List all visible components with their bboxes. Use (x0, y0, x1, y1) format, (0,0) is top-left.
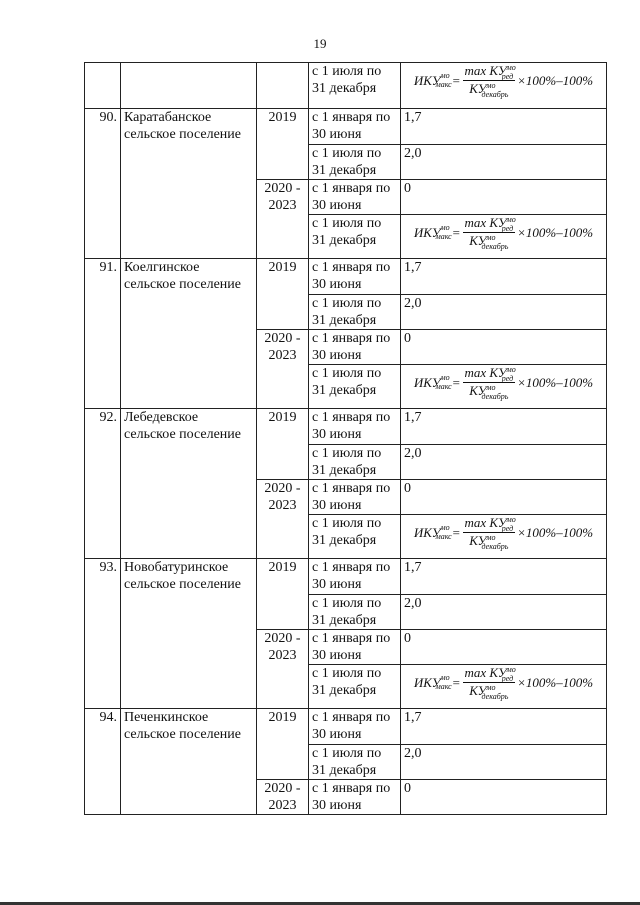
period-cell: с 1 июля по 31 декабря (309, 295, 401, 330)
value-cell: 2,0 (401, 595, 607, 630)
table-row (85, 63, 607, 109)
year-cell: 2019 (257, 259, 309, 330)
value-cell: 2,0 (401, 295, 607, 330)
period-cell: с 1 июля по 31 декабря (309, 595, 401, 630)
settlement-name: Лебедевское сельское поселение (121, 409, 257, 559)
period-cell: с 1 июля по 31 декабря (309, 665, 401, 709)
formula-cell (401, 365, 607, 409)
period-cell: с 1 января по 30 июня (309, 259, 401, 295)
formula: ИКУ мо макс = $\frac{\max КУ^{мо}_{ред}}{КУ^{мо}_{декабрь}}$ ×100%–100% (413, 214, 594, 251)
period-cell: с 1 января по 30 июня (309, 480, 401, 515)
period-cell: с 1 июля по 31 декабря (309, 145, 401, 180)
year-cell (257, 63, 309, 109)
value-cell: 2,0 (401, 145, 607, 180)
period-cell: с 1 января по 30 июня (309, 709, 401, 745)
formula: ИКУ мо макс = $\frac{\max КУ^{мо}_{ред}}{КУ^{мо}_{декабрь}}$ ×100%–100% (413, 364, 594, 401)
period-cell: с 1 января по 30 июня (309, 180, 401, 215)
year-cell: 2019 (257, 559, 309, 630)
formula-cell (401, 665, 607, 709)
row-number: 93. (85, 559, 121, 709)
period-cell: с 1 января по 30 июня (309, 780, 401, 815)
formula-cell (401, 215, 607, 259)
page-number: 19 (313, 36, 327, 51)
period-cell: с 1 июля по 31 декабря (309, 515, 401, 559)
value-cell: 1,7 (401, 559, 607, 595)
row-number: 90. (85, 109, 121, 259)
period-cell: с 1 июля по 31 декабря (309, 745, 401, 780)
year-cell: 2019 (257, 109, 309, 180)
year-cell: 2020 - 2023 (257, 630, 309, 709)
table-row (85, 409, 607, 445)
value-cell: 0 (401, 330, 607, 365)
year-cell: 2019 (257, 709, 309, 780)
row-number: 91. (85, 259, 121, 409)
period-cell: с 1 января по 30 июня (309, 559, 401, 595)
table-row (85, 709, 607, 745)
settlement-name: Каратабанское сельское поселение (121, 109, 257, 259)
period-cell: с 1 июля по 31 декабря (309, 365, 401, 409)
formula: ИКУ мо макс = $\frac{\max КУ^{мо}_{ред}}{КУ^{мо}_{декабрь}}$ ×100%–100% (413, 514, 594, 551)
formula-cell (401, 63, 607, 109)
year-cell: 2020 - 2023 (257, 780, 309, 815)
period-cell: с 1 июля по 31 декабря (309, 215, 401, 259)
year-cell: 2020 - 2023 (257, 180, 309, 259)
row-number: 92. (85, 409, 121, 559)
settlement-name: Печенкинское сельское поселение (121, 709, 257, 815)
period-cell: с 1 июля по 31 декабря (309, 445, 401, 480)
period-cell: с 1 января по 30 июня (309, 109, 401, 145)
value-cell: 2,0 (401, 745, 607, 780)
period-cell: с 1 января по 30 июня (309, 630, 401, 665)
table-row (85, 259, 607, 295)
year-cell: 2019 (257, 409, 309, 480)
settlement-name: Новобатуринское сельское поселение (121, 559, 257, 709)
value-cell: 0 (401, 180, 607, 215)
value-cell: 1,7 (401, 259, 607, 295)
period-cell: с 1 января по 30 июня (309, 330, 401, 365)
table-row (85, 109, 607, 145)
period-cell: с 1 июля по 31 декабря (309, 63, 401, 109)
value-cell: 1,7 (401, 109, 607, 145)
value-cell: 0 (401, 780, 607, 815)
tariff-table (84, 62, 607, 815)
formula-cell (401, 515, 607, 559)
formula: ИКУ мо макс = $\frac{\max КУ^{мо}_{ред}}{КУ^{мо}_{декабрь}}$ ×100%–100% (413, 62, 594, 99)
value-cell: 1,7 (401, 709, 607, 745)
formula: ИКУ мо макс = $\frac{\max КУ^{мо}_{ред}}{КУ^{мо}_{декабрь}}$ ×100%–100% (413, 664, 594, 701)
table-row (85, 559, 607, 595)
year-cell: 2020 - 2023 (257, 480, 309, 559)
value-cell: 0 (401, 480, 607, 515)
row-number: 94. (85, 709, 121, 815)
year-cell: 2020 - 2023 (257, 330, 309, 409)
settlement-name: Коелгинское сельское поселение (121, 259, 257, 409)
value-cell: 2,0 (401, 445, 607, 480)
name-cell (121, 63, 257, 109)
period-cell: с 1 января по 30 июня (309, 409, 401, 445)
value-cell: 0 (401, 630, 607, 665)
number-cell (85, 63, 121, 109)
value-cell: 1,7 (401, 409, 607, 445)
